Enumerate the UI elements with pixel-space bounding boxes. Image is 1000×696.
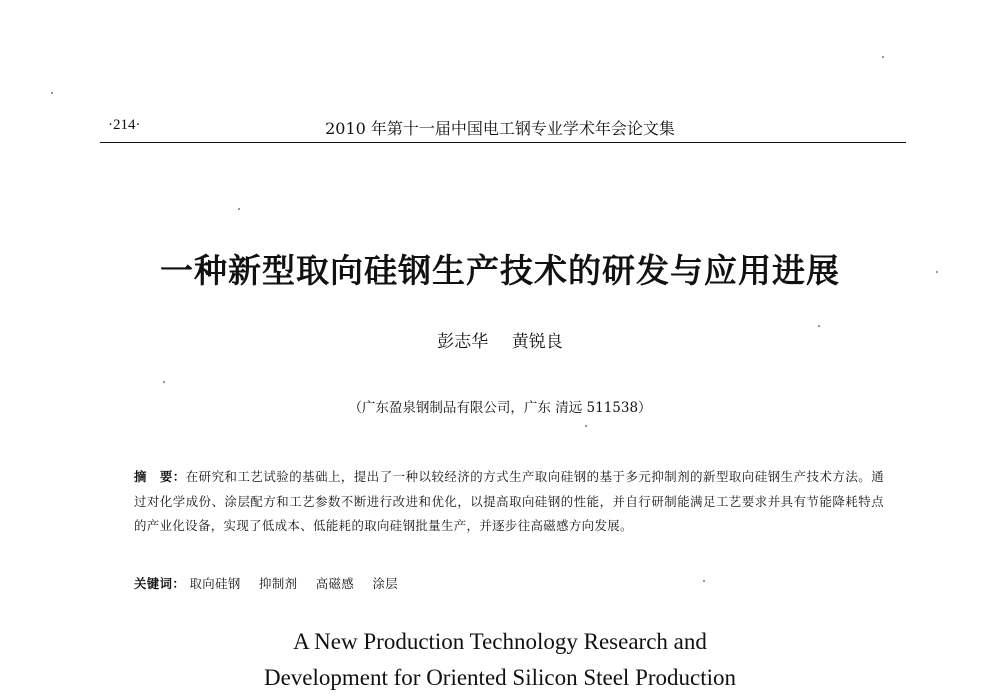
- scan-speck: [703, 580, 705, 582]
- keywords-label: 关键词：: [134, 576, 186, 591]
- scan-speck: [51, 92, 53, 94]
- keyword: 涂层: [372, 576, 399, 591]
- proceedings-title: 2010 年第十一届中国电工钢专业学术年会论文集: [325, 119, 675, 138]
- scan-speck: [238, 208, 240, 210]
- scan-speck: [882, 56, 884, 58]
- keyword: 高磁感: [315, 576, 355, 591]
- title-en-line: A New Production Technology Research and: [293, 629, 707, 654]
- paper-title-en: [0, 624, 1000, 696]
- affiliation: （广东盈泉钢制品有限公司，广东 清远 511538）: [348, 400, 652, 416]
- scan-speck: [163, 381, 165, 383]
- scan-speck: [936, 271, 938, 273]
- keywords: [134, 574, 412, 592]
- author-list: [0, 327, 1000, 352]
- scan-speck: [818, 325, 820, 327]
- scan-speck: [585, 425, 587, 427]
- author-name: 黄锐良: [511, 332, 563, 352]
- title-en-line: Development for Oriented Silicon Steel Production: [263, 665, 737, 690]
- abstract-text: 在研究和工艺试验的基础上，提出了一种以较经济的方式生产取向硅钢的基于多元抑制剂的新型取向硅钢生产技术方法。通过对化学成份、涂层配方和工艺参数不断进行改进和优化，以提高取向硅钢的性能，并自行研制能满足工艺要求并具有节能降耗特点的产业化设备，实现了低成本、低能耗的取向硅钢批量生产，并逐步往高磁感方向发展。: [134, 469, 884, 533]
- author-name: 彭志华: [437, 332, 489, 352]
- abstract-label: 摘 要：: [134, 469, 186, 484]
- abstract: [134, 465, 884, 539]
- keyword: 抑制剂: [259, 576, 298, 591]
- keyword: 取向硅钢: [189, 576, 241, 591]
- page-number: ·214·: [108, 117, 141, 133]
- header-divider: [100, 142, 906, 143]
- paper-title-cn: 一种新型取向硅钢生产技术的研发与应用进展: [160, 251, 840, 290]
